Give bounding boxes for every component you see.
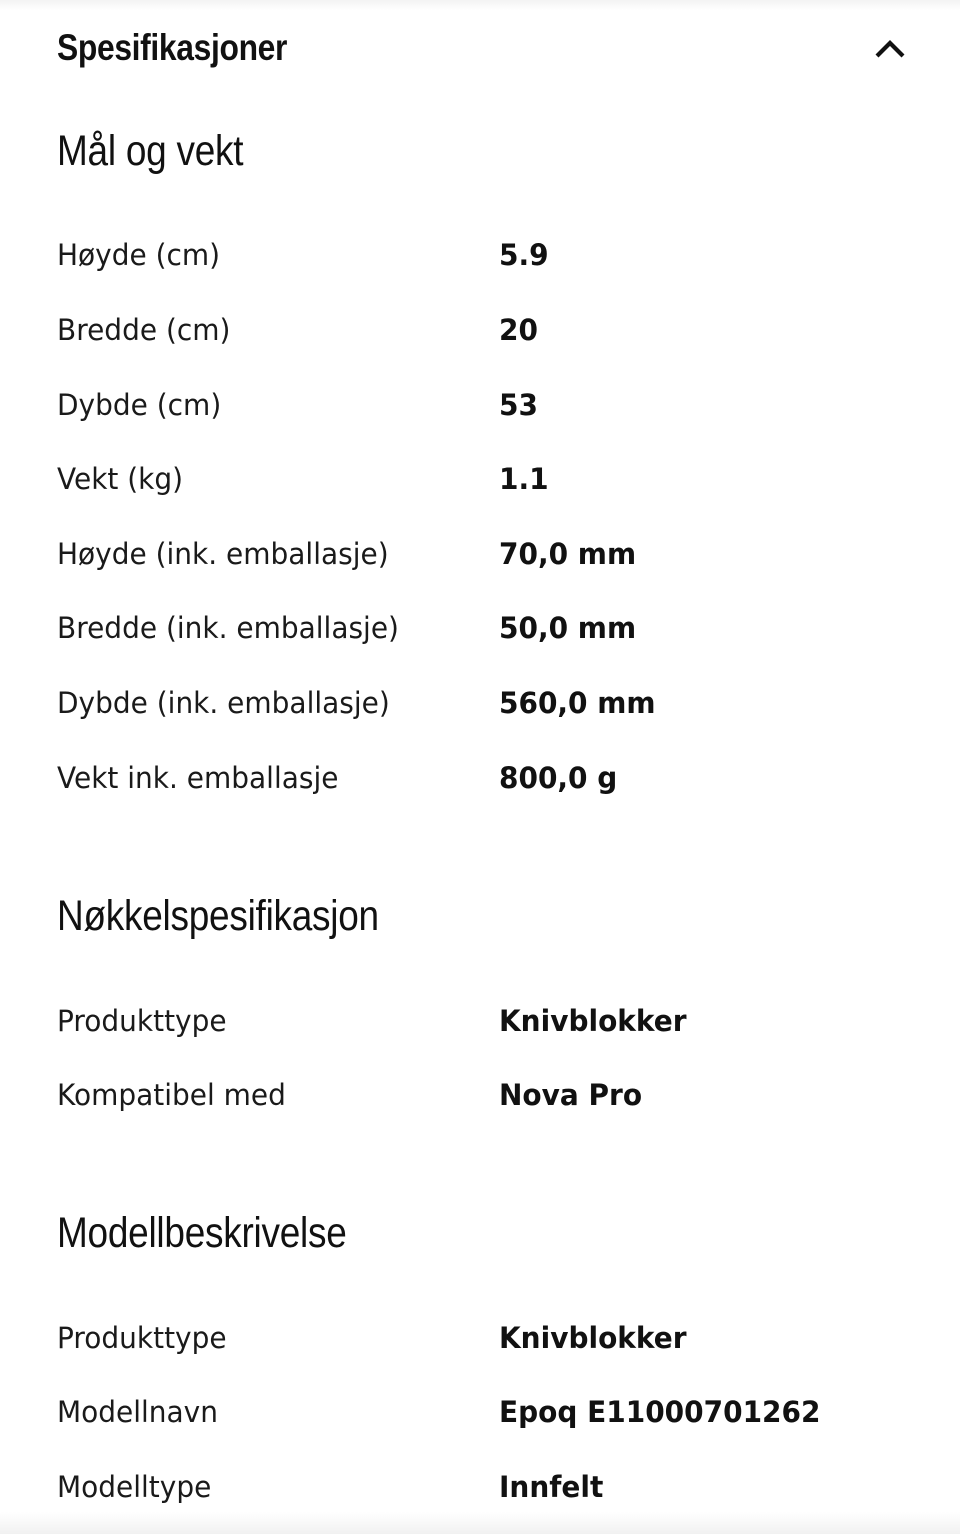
specifications-accordion-header[interactable]	[0, 0, 960, 96]
spec-row	[0, 678, 960, 728]
spec-value: 50,0 mm	[499, 611, 637, 645]
bottom-shadow	[0, 1512, 960, 1534]
spec-row	[0, 305, 960, 355]
spec-value: Epoq E11000701262	[499, 1395, 821, 1429]
spec-row	[0, 1313, 960, 1363]
spec-row	[0, 380, 960, 430]
spec-label: Produkttype	[57, 1321, 227, 1355]
spec-label: Modellnavn	[57, 1395, 218, 1429]
spec-value: Knivblokker	[499, 1321, 687, 1355]
spec-value: 70,0 mm	[499, 537, 637, 571]
spec-label: Produkttype	[57, 1004, 227, 1038]
spec-label: Vekt ink. emballasje	[57, 761, 339, 795]
spec-label: Dybde (ink. emballasje)	[57, 686, 390, 720]
spec-value: 800,0 g	[499, 761, 618, 795]
spec-row	[0, 454, 960, 504]
spec-label: Bredde (cm)	[57, 313, 231, 347]
spec-value: 1.1	[499, 462, 549, 496]
spec-row	[0, 1070, 960, 1120]
spec-label: Dybde (cm)	[57, 388, 222, 422]
spec-value: 20	[499, 313, 538, 347]
accordion-title: Spesifikasjoner	[57, 27, 288, 68]
spec-label: Bredde (ink. emballasje)	[57, 611, 399, 645]
section-title-key-specs: Nøkkelspesifikasjon	[57, 892, 379, 940]
spec-row	[0, 230, 960, 280]
spec-value: Knivblokker	[499, 1004, 687, 1038]
spec-row	[0, 753, 960, 803]
spec-row	[0, 1387, 960, 1437]
section-title-dimensions: Mål og vekt	[57, 127, 244, 175]
spec-row	[0, 996, 960, 1046]
spec-row	[0, 529, 960, 579]
spec-value: Innfelt	[499, 1470, 604, 1504]
spec-label: Høyde (cm)	[57, 238, 221, 272]
spec-value: 5.9	[499, 238, 549, 272]
spec-value: 53	[499, 388, 538, 422]
section-title-model-description: Modellbeskrivelse	[57, 1209, 347, 1257]
spec-label: Modelltype	[57, 1470, 212, 1504]
chevron-up-icon[interactable]	[872, 34, 908, 64]
spec-label: Kompatibel med	[57, 1078, 286, 1112]
spec-value: 560,0 mm	[499, 686, 656, 720]
spec-label: Høyde (ink. emballasje)	[57, 537, 389, 571]
spec-row	[0, 603, 960, 653]
spec-row	[0, 1462, 960, 1512]
spec-label: Vekt (kg)	[57, 462, 184, 496]
spec-value: Nova Pro	[499, 1078, 643, 1112]
